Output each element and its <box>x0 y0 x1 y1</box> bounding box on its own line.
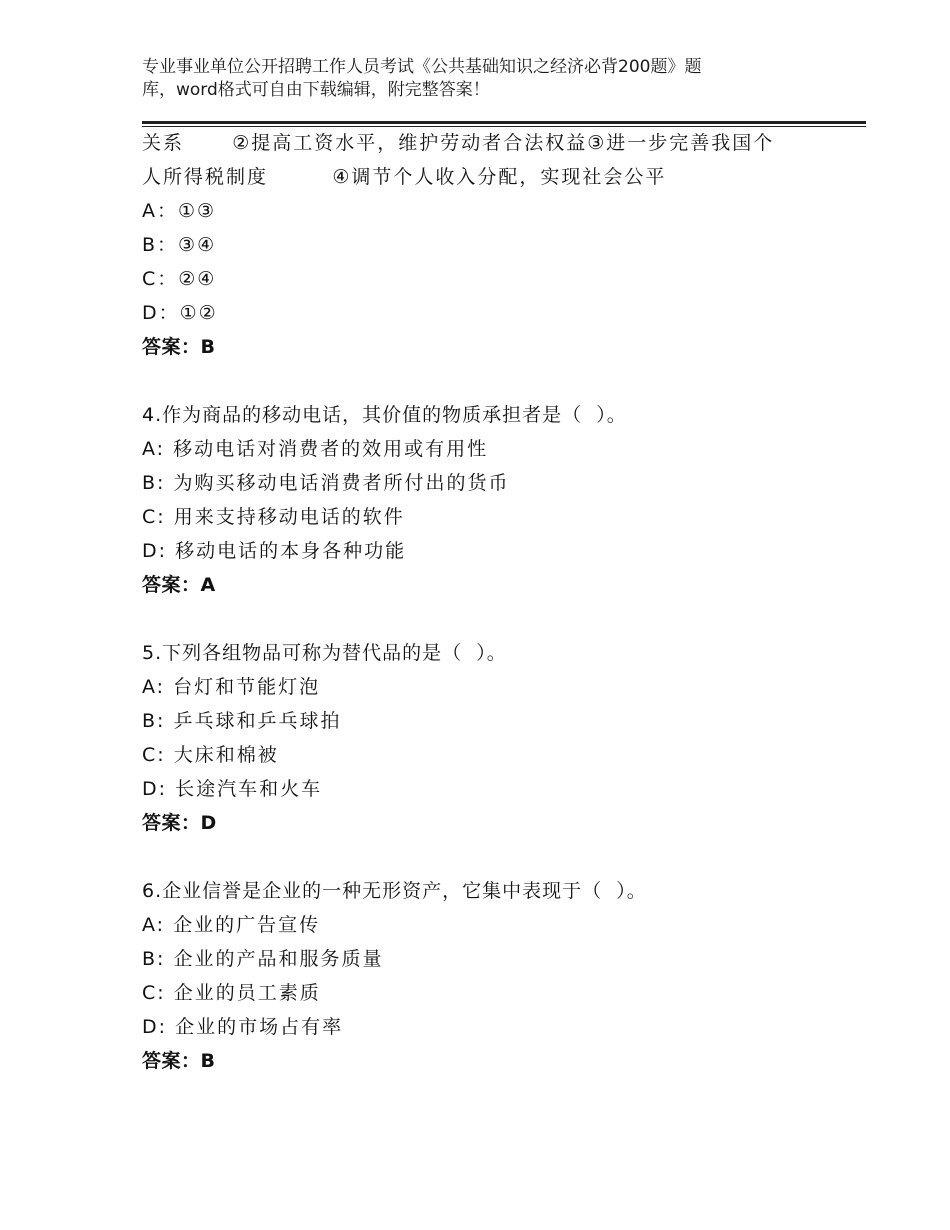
option-c: C: 大床和棉被 <box>142 744 279 766</box>
option-a: A：①③ <box>142 200 217 222</box>
question-text-line: 关系 ②提高工资水平，维护劳动者合法权益③进一步完善我国个 <box>142 132 775 154</box>
option-c: C：②④ <box>142 268 217 290</box>
answer: 答案：A <box>142 574 216 596</box>
header-rule-thick <box>142 121 866 124</box>
question-text-line: 人所得税制度 ④调节个人收入分配，实现社会公平 <box>142 166 667 188</box>
question-6 <box>142 874 842 1078</box>
option-a: A: 企业的广告宣传 <box>142 914 321 936</box>
answer: 答案：D <box>142 812 217 834</box>
option-b: B: 为购买移动电话消费者所付出的货币 <box>142 472 510 494</box>
question-text: 4.作为商品的移动电话，其价值的物质承担者是（ ）。 <box>142 404 627 426</box>
page-header <box>142 56 782 102</box>
option-c: C: 用来支持移动电话的软件 <box>142 506 405 528</box>
option-b: B: 乒乓球和乒乓球拍 <box>142 710 342 732</box>
option-d: D: 企业的市场占有率 <box>142 1016 344 1038</box>
option-b: B：③④ <box>142 234 217 256</box>
option-d: D：①② <box>142 302 218 324</box>
header-line-1: 专业事业单位公开招聘工作人员考试《公共基础知识之经济必背200题》题 <box>142 57 702 77</box>
question-text: 5.下列各组物品可称为替代品的是（ ）。 <box>142 642 507 664</box>
option-d: D: 移动电话的本身各种功能 <box>142 540 407 562</box>
answer: 答案：B <box>142 1050 216 1072</box>
option-a: A: 移动电话对消费者的效用或有用性 <box>142 438 489 460</box>
option-b: B: 企业的产品和服务质量 <box>142 948 384 970</box>
option-a: A: 台灯和节能灯泡 <box>142 676 321 698</box>
question-4 <box>142 398 842 602</box>
question-3-continued <box>142 126 842 364</box>
answer: 答案：B <box>142 336 216 358</box>
question-5 <box>142 636 842 840</box>
option-d: D: 长途汽车和火车 <box>142 778 323 800</box>
question-text: 6.企业信誉是企业的一种无形资产，它集中表现于（ ）。 <box>142 880 647 902</box>
header-line-2: 库，word格式可自由下载编辑，附完整答案！ <box>142 80 490 100</box>
option-c: C: 企业的员工素质 <box>142 982 321 1004</box>
document-body <box>142 126 842 1078</box>
